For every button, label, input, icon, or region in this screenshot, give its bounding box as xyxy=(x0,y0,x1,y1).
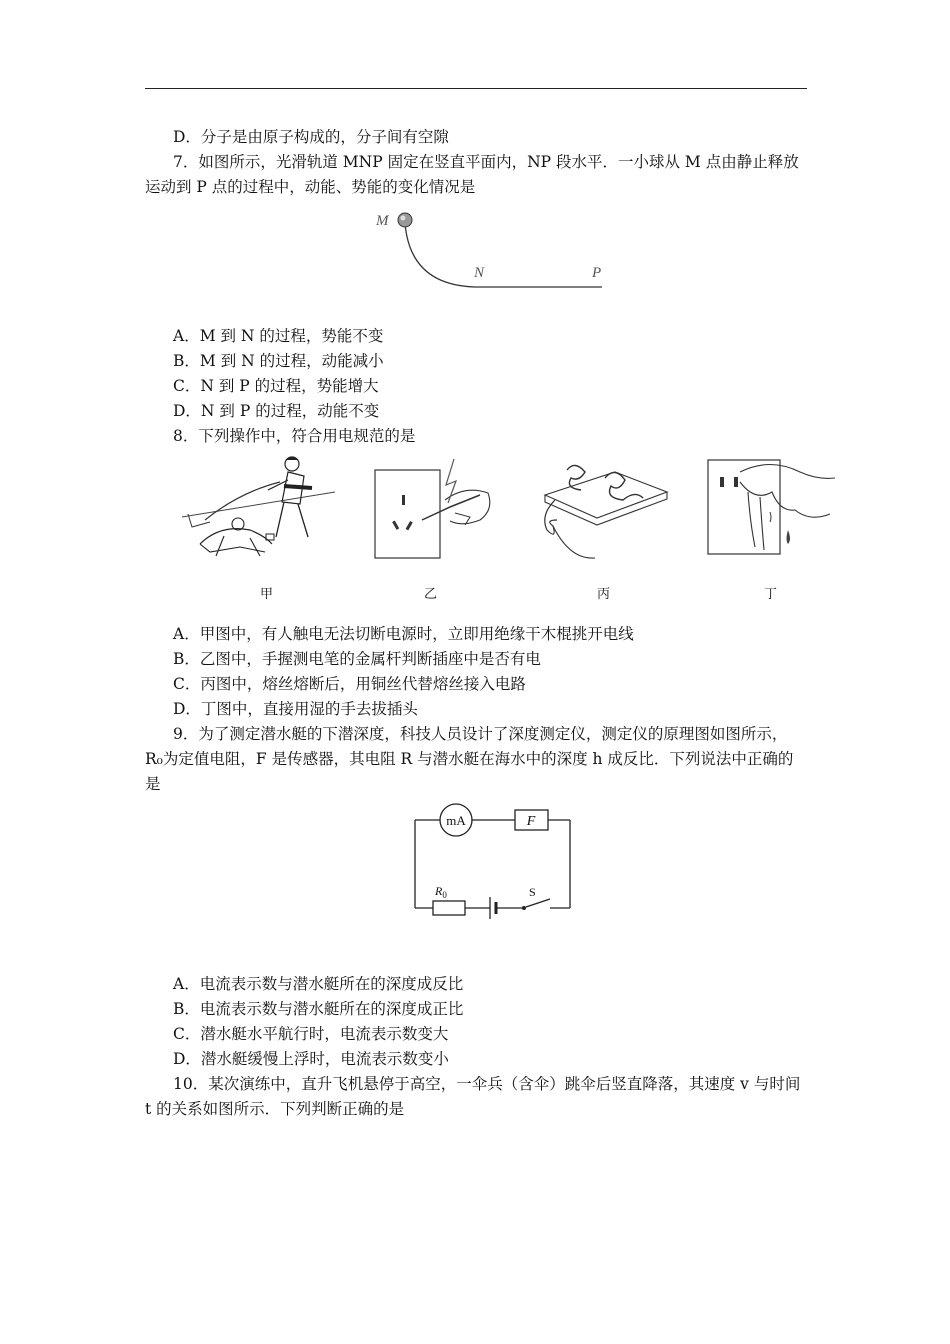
q8-option-b: B．乙图中，手握测电笔的金属杆判断插座中是否有电 xyxy=(173,650,541,668)
q9-option-b: B．电流表示数与潜水艇所在的深度成正比 xyxy=(173,1000,464,1018)
sensor-label: F xyxy=(526,814,536,829)
q7-track-diagram xyxy=(370,205,610,295)
q9-stem-line1: 9．为了测定潜水艇的下潜深度，科技人员设计了深度测定仪，测定仪的原理图如图所示， xyxy=(173,725,788,743)
q9-option-c: C．潜水艇水平航行时，电流表示数变大 xyxy=(173,1025,449,1043)
q8-option-a: A．甲图中，有人触电无法切断电源时，立即用绝缘干木棍挑开电线 xyxy=(173,625,634,643)
ball-icon xyxy=(398,213,412,227)
q9-stem-line3: 是 xyxy=(145,775,161,793)
q8-figure-yi xyxy=(370,455,500,565)
switch-label: S xyxy=(529,885,536,899)
label-p: P xyxy=(592,265,602,281)
switch-lever xyxy=(526,899,550,907)
q6-option-d: D．分子是由原子构成的，分子间有空隙 xyxy=(173,128,449,146)
q8-option-c: C．丙图中，熔丝熔断后，用铜丝代替熔丝接入电路 xyxy=(173,675,526,693)
resistor-box xyxy=(433,901,465,915)
q8-figure-bing xyxy=(535,460,675,565)
q8-caption-jia: 甲 xyxy=(260,587,274,602)
q7-option-d: D．N 到 P 的过程，动能不变 xyxy=(173,402,380,420)
ammeter-label: mA xyxy=(446,813,466,828)
q8-caption-yi: 乙 xyxy=(424,587,438,602)
q7-option-a: A．M 到 N 的过程，势能不变 xyxy=(173,327,384,345)
q8-figure-ding xyxy=(700,452,840,562)
resistor-label: $R_0$ xyxy=(435,884,447,900)
q8-option-d: D．丁图中，直接用湿的手去拔插头 xyxy=(173,700,418,718)
q7-stem-line1: 7．如图所示，光滑轨道 MNP 固定在竖直平面内，NP 段水平．一小球从 M 点由静止释放 xyxy=(173,153,799,171)
q9-circuit-diagram xyxy=(405,803,580,921)
q7-option-c: C．N 到 P 的过程，势能增大 xyxy=(173,377,379,395)
label-n: N xyxy=(474,265,485,281)
q8-caption-ding: 丁 xyxy=(764,587,778,602)
q8-stem: 8．下列操作中，符合用电规范的是 xyxy=(173,427,416,445)
q10-stem-line1: 10．某次演练中，直升飞机悬停于高空，一伞兵（含伞）跳伞后竖直降落，其速度 v 与时间 xyxy=(173,1075,801,1093)
q8-caption-bing: 丙 xyxy=(597,587,611,602)
track-curve xyxy=(405,223,475,287)
q9-option-d: D．潜水艇缓慢上浮时，电流表示数变小 xyxy=(173,1050,449,1068)
q10-stem-line2: t 的关系如图所示．下列判断正确的是 xyxy=(145,1100,405,1118)
q9-stem-line2: R₀为定值电阻，F 是传感器，其电阻 R 与潜水艇在海水中的深度 h 成反比．下列说法中正确的 xyxy=(145,750,794,768)
header-rule xyxy=(145,88,807,89)
q7-stem-line2: 运动到 P 点的过程中，动能、势能的变化情况是 xyxy=(145,178,476,196)
label-m: M xyxy=(376,213,389,229)
q8-figure-jia xyxy=(180,452,340,567)
q7-option-b: B．M 到 N 的过程，动能减小 xyxy=(173,352,384,370)
q9-option-a: A．电流表示数与潜水艇所在的深度成反比 xyxy=(173,975,464,993)
